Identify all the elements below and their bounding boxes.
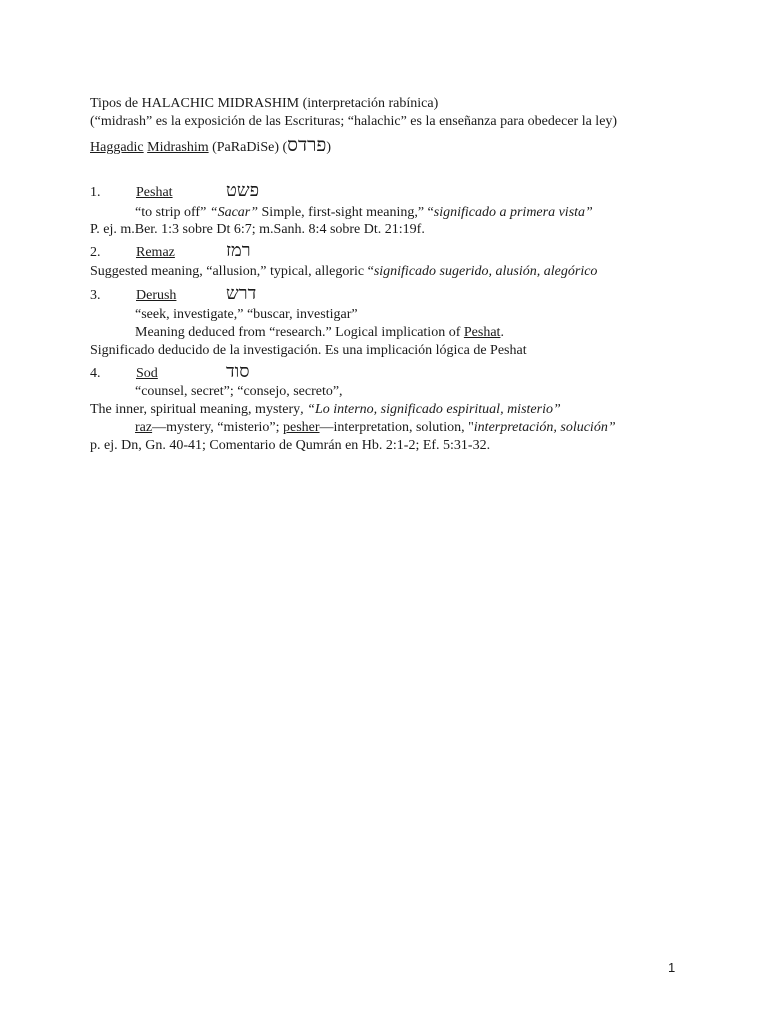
terms-text: —interpretation, solution, " [319,420,474,435]
item-hebrew: רמז [226,240,251,260]
item-1-references: P. ej. m.Ber. 1:3 sobre Dt 6:7; m.Sanh. 8:4 sobre Dt. 21:19f. [90,222,425,237]
raz-term: raz [135,420,153,435]
definition-text: Simple, first-sight meaning,” “ [258,205,434,220]
meaning-text: . [500,325,504,340]
item-hebrew: דרש [226,283,257,303]
item-term: Sod [136,366,158,381]
definition-text: “to strip off” [135,205,207,220]
title-line: Tipos de HALACHIC MIDRASHIM (interpretación rabínica) [90,96,439,111]
item-hebrew: סוד [226,361,250,381]
item-4-references: p. ej. Dn, Gn. 40-41; Comentario de Qumrán en Hb. 2:1-2; Ef. 5:31-32. [90,438,491,453]
item-1-definition [135,204,593,222]
page-number: 1 [668,960,676,975]
paradise-text: (PaRaDiSe) ( [212,140,288,155]
item-term: Peshat [136,185,173,200]
meaning-text: Meaning deduced from “research.” Logical implication of [135,325,464,340]
definition-spanish: “Sacar” [209,205,259,220]
midrashim-word: Midrashim [147,140,209,155]
subtitle-line: (“midrash” es la exposición de las Escrituras; “halachic” es la enseñanza para obedecer la ley) [90,114,618,129]
item-3-definition: “seek, investigate,” “buscar, investigar” [135,307,358,322]
item-number: 4. [90,366,101,381]
pardes-hebrew: פרדס [287,135,327,156]
definition-text: Suggested meaning, “allusion,” typical, allegoric “ [90,264,374,279]
meaning-spanish: , “Lo interno, significado espiritual, misterio” [300,402,561,417]
meaning-text: The inner, spiritual meaning, mystery [90,402,301,417]
item-3-spanish: Significado deducido de la investigación. Es una implicación lógica de Peshat [90,343,527,358]
item-4-meaning [90,401,561,419]
item-3-meaning [135,324,504,342]
item-4-terms [135,419,616,437]
haggadic-line [90,137,331,157]
haggadic-word: Haggadic [90,140,144,155]
item-number: 1. [90,185,101,200]
item-term: Remaz [136,245,175,260]
pesher-term: pesher [283,420,320,435]
item-number: 3. [90,288,101,303]
item-hebrew: פשט [226,180,260,200]
terms-spanish: interpretación, solución” [473,420,616,435]
definition-spanish: significado sugerido, alusión, alegórico [373,264,598,279]
peshat-ref: Peshat [463,325,501,340]
paradise-close: ) [326,140,332,155]
definition-spanish: significado a primera vista” [433,205,593,220]
item-number: 2. [90,245,101,260]
item-term: Derush [136,288,177,303]
item-2-definition [90,263,597,281]
item-4-definition: “counsel, secret”; “consejo, secreto”, [135,384,343,399]
terms-text: —mystery, “misterio”; [152,420,283,435]
